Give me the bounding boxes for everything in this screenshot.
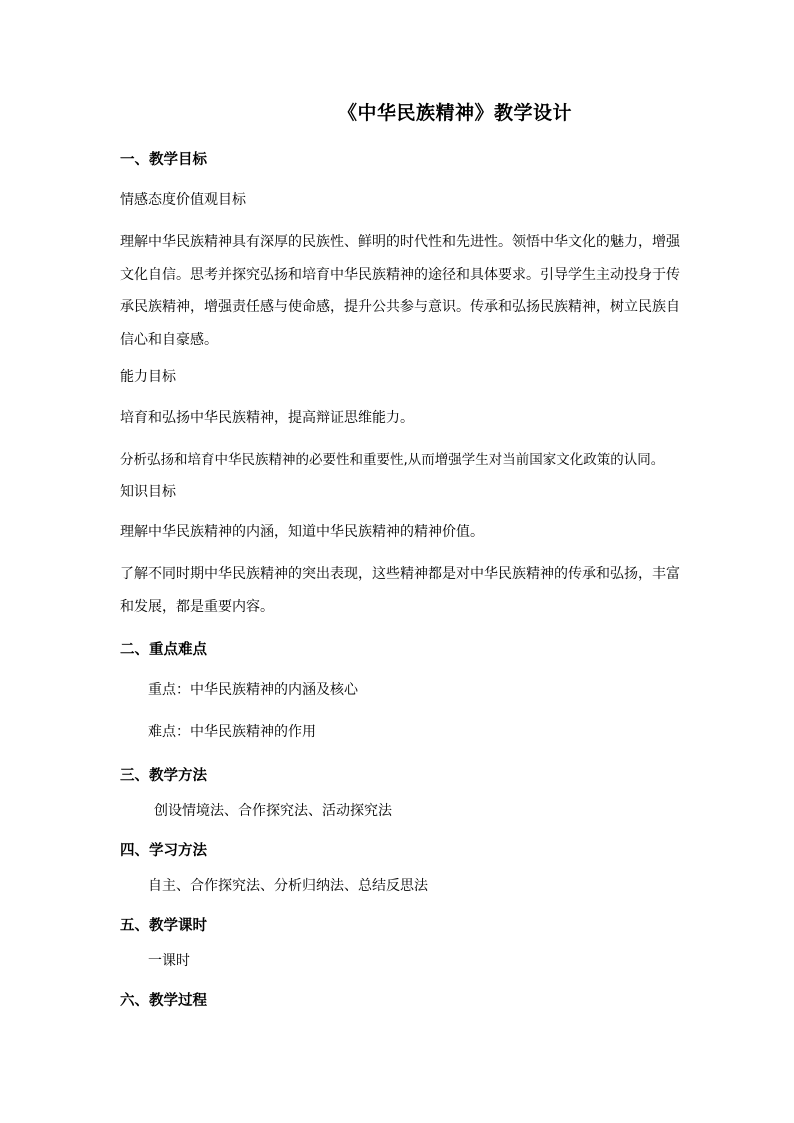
teaching-methods-line: 创设情境法、合作探究法、活动探究法 <box>154 803 392 819</box>
ability-objective-label: 能力目标 <box>120 369 176 385</box>
knowledge-objective-label: 知识目标 <box>120 484 176 500</box>
difficult-point-line: 难点：中华民族精神的作用 <box>148 724 316 740</box>
ability-objective-line: 培育和弘扬中华民族精神，提高辩证思维能力。 <box>120 410 414 426</box>
class-hours-line: 一课时 <box>148 953 190 969</box>
attitude-objective-paragraph <box>120 226 680 356</box>
paragraph-line: 理解中华民族精神具有深厚的民族性、鲜明的时代性和先进性。领悟中华文化的魅力，增强 <box>120 234 680 250</box>
section-heading-key-points: 二、重点难点 <box>120 642 207 658</box>
key-point-line: 重点：中华民族精神的内涵及核心 <box>148 682 358 698</box>
attitude-objective-label: 情感态度价值观目标 <box>120 192 246 208</box>
document-title: 《中华民族精神》教学设计 <box>338 102 573 124</box>
paragraph-line: 了解不同时期中华民族精神的突出表现，这些精神都是对中华民族精神的传承和弘扬，丰富 <box>120 566 680 582</box>
paragraph-line: 信心和自豪感。 <box>120 331 218 348</box>
ability-objective-line: 分析弘扬和培育中华民族精神的必要性和重要性,从而增强学生对当前国家文化政策的认同。 <box>120 452 665 468</box>
section-heading-teaching-methods: 三、教学方法 <box>120 768 207 784</box>
learning-methods-line: 自主、合作探究法、分析归纳法、总结反思法 <box>148 878 428 894</box>
section-heading-objectives: 一、教学目标 <box>120 152 207 168</box>
knowledge-objective-line: 理解中华民族精神的内涵，知道中华民族精神的精神价值。 <box>120 524 484 540</box>
section-heading-learning-methods: 四、学习方法 <box>120 843 207 859</box>
section-heading-class-hours: 五、教学课时 <box>120 918 207 934</box>
paragraph-line: 文化自信。思考并探究弘扬和培育中华民族精神的途径和具体要求。引导学生主动投身于传 <box>120 266 680 283</box>
paragraph-line: 承民族精神，增强责任感与使命感，提升公共参与意识。传承和弘扬民族精神，树立民族自 <box>120 299 680 315</box>
paragraph-line: 和发展，都是重要内容。 <box>120 598 274 615</box>
knowledge-objective-paragraph <box>120 558 680 623</box>
section-heading-teaching-process: 六、教学过程 <box>120 993 207 1009</box>
